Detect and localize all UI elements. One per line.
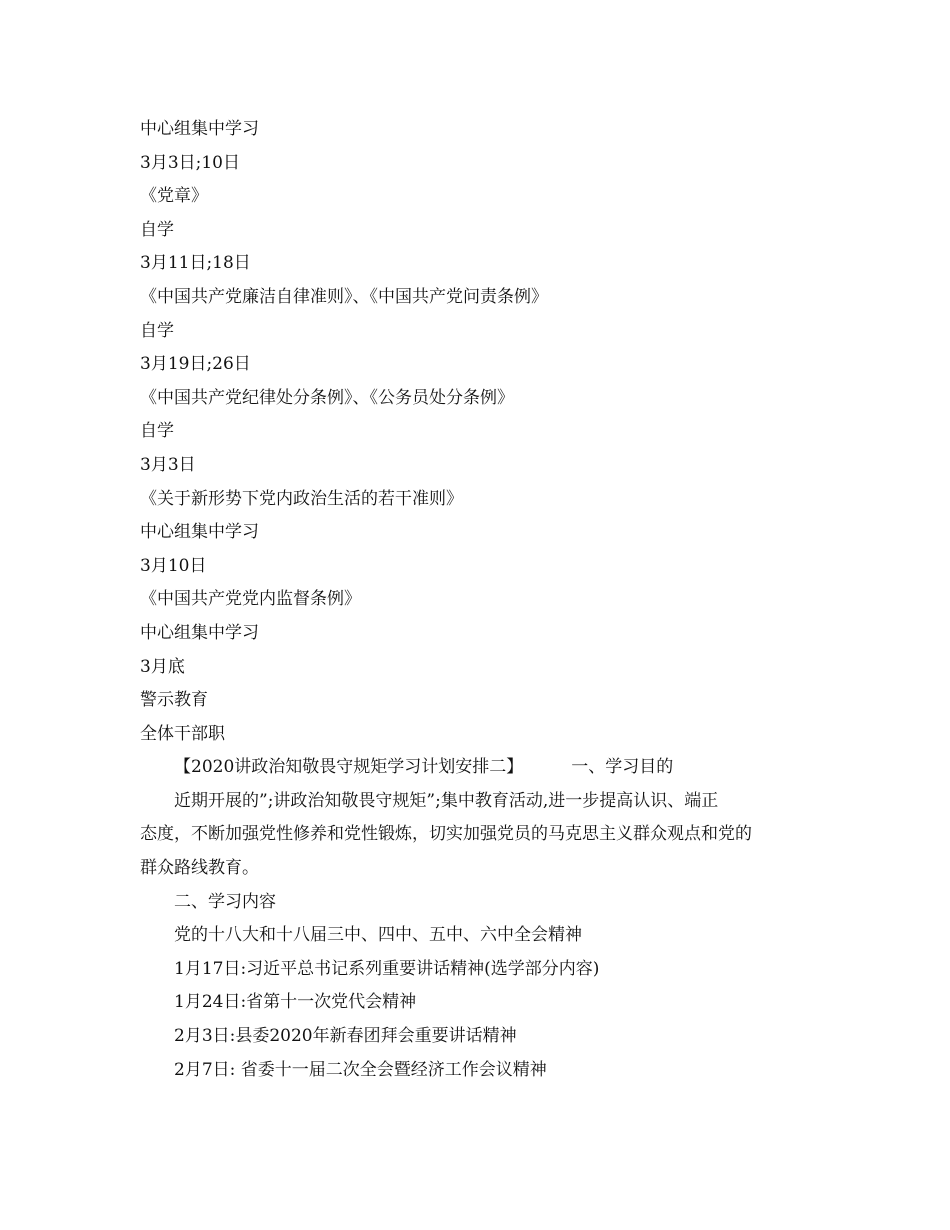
content-item: 1月24日:省第十一次党代会精神 — [174, 992, 417, 1013]
paragraph-line: 近期开展的”;讲政治知敬畏守规矩”;集中教育活动,进一步提高认识、端正 — [174, 790, 719, 811]
table-row-text: 《关于新形势下党内政治生活的若干准则》 — [140, 488, 463, 509]
content-item: 1月17日:习近平总书记系列重要讲话精神(选学部分内容) — [174, 958, 600, 979]
section-title-content: 二、学习内容 — [174, 891, 276, 912]
table-row-text: 自学 — [140, 219, 174, 240]
paragraph-line: 群众路线教育。 — [140, 858, 259, 879]
table-row-text: 《中国共产党廉洁自律准则》、《中国共产党问责条例》 — [140, 286, 548, 307]
content-item: 党的十八大和十八届三中、四中、五中、六中全会精神 — [174, 925, 582, 946]
table-row-text: 自学 — [140, 421, 174, 442]
plan-heading: 【2020讲政治知敬畏守规矩学习计划安排二】 — [174, 757, 524, 778]
paragraph-line: 态度，不断加强党性修养和党性锻炼，切实加强党员的马克思主义群众观点和党的 — [140, 824, 752, 845]
table-row-text: 3月3日 — [140, 454, 196, 475]
table-row-text: 3月10日 — [140, 555, 207, 576]
table-row-text: 中心组集中学习 — [140, 119, 259, 139]
table-row-text: 自学 — [140, 320, 174, 341]
table-row-text: 《中国共产党党内监督条例》 — [140, 589, 361, 610]
table-row-text: 3月底 — [140, 656, 185, 677]
table-row-text: 警示教育 — [140, 690, 208, 711]
table-row-text: 3月11日;18日 — [140, 253, 251, 274]
content-item: 2月3日:县委2020年新春团拜会重要讲话精神 — [174, 1026, 517, 1047]
table-row-text: 中心组集中学习 — [140, 622, 259, 643]
content-item: 2月7日: 省委十一届二次全会暨经济工作会议精神 — [174, 1059, 547, 1080]
document-body — [140, 113, 820, 1087]
section-title-purpose: 一、学习目的 — [571, 757, 674, 778]
table-row-text: 中心组集中学习 — [140, 522, 259, 543]
table-row-text: 《中国共产党纪律处分条例》、《公务员处分条例》 — [140, 387, 514, 408]
table-row-text: 全体干部职 — [140, 723, 225, 744]
table-row-text: 3月3日;10日 — [140, 152, 240, 173]
plan-heading-line — [140, 751, 820, 785]
table-row-text: 3月19日;26日 — [140, 354, 251, 375]
table-row-text: 《党章》 — [140, 186, 208, 207]
